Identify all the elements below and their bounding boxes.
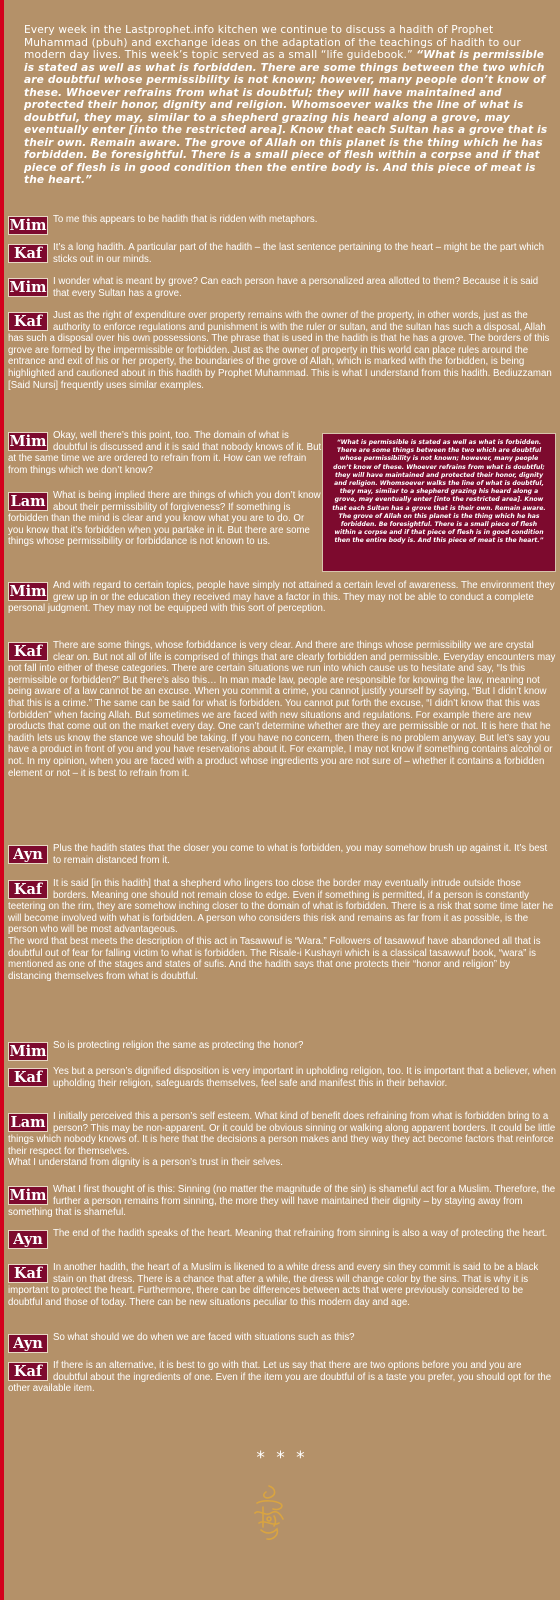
- speaker-tag: Mim: [9, 1043, 47, 1060]
- intro-text: Every week in the Lastprophet.info kitchen we continue to discuss a hadith of Prophet Muhammad (pbuh) and exchange ideas on the adaptation of the teachings of hadith to our modern day lives. This week’s topic served as a small “life guidebook.”: [24, 24, 521, 61]
- speaker-tag: Mim: [9, 279, 47, 296]
- dialogue-entry: [8, 843, 556, 866]
- dialogue-text: I wonder what is meant by grove? Can each person have a personalized area allotted to them? Because it is said that every Sultan has a grove.: [53, 276, 539, 299]
- dialogue-entry: [8, 1040, 556, 1062]
- speaker-tag: Ayn: [8, 845, 48, 864]
- speaker-tag: Mim: [9, 1187, 47, 1204]
- speaker-tag: Kaf: [8, 244, 48, 263]
- dialogue-text: To me this appears to be hadith that is ridden with metaphors.: [53, 214, 318, 225]
- dialogue-text: If there is an alternative, it is best to go with that. Let us say that there are two options before you and you are doubtful about the ingredients of one. Even if the item you are doubtful of is a taste you prefer, you should opt for the other available item.: [8, 1360, 552, 1395]
- section-separator: * * *: [256, 1448, 308, 1468]
- dialogue-entry: [8, 490, 322, 548]
- dialogue-text: So what should we do when we are faced with situations such as this?: [53, 1332, 355, 1343]
- dialogue-text: Okay, well there’s this point, too. The domain of what is doubtful is discussed and it is said that nobody knows of it. But at the same time we are ordered to refrain from it. How can we refrain from things which we don’t know?: [8, 430, 322, 476]
- dialogue-text-continued: What I understand from dignity is a person’s trust in their selves.: [8, 1157, 283, 1169]
- dialogue-entry: [8, 1228, 556, 1250]
- article-page: [4, 0, 560, 1600]
- dialogue-text-continued: The word that best meets the description of this act in Tasawwuf is “Wara.” Followers of tasawwuf have abandoned all that is doubtful out of fear for falling victim to what is forbidden. The Risale-i Kushayri which is a classical tasawwuf book, “wara” is mentioned as one of the stages and states of sufis. And the hadith says that one protects their “honor and religion” by distancing themselves from what is doubtful.: [8, 935, 541, 982]
- dialogue-text: It is said [in this hadith] that a shepherd who lingers too close the border may eventually intrude outside those borders. Meaning one should not remain close to edge. Even if something is permitted, if a person is constantly teetering on the rim, they are somehow inching closer to the domain of what is forbidden. There is a risk that some time later he will become involved with what is forbidden. A person who considers this risk and remains as far from it as possible, is the person who will be most advantageous.: [8, 878, 554, 936]
- dialogue-entry: [8, 276, 556, 299]
- speaker-tag: Kaf: [8, 1068, 48, 1087]
- dialogue-entry: [8, 310, 556, 391]
- speaker-tag: Kaf: [8, 642, 48, 661]
- intro-hadith-quote: “What is permissible is stated as well as what is forbidden. There are some things between the two which are doubtful whose permissibility is not known; however, many people don’t know of these. Whoever refrains from what is doubtful; they will have maintained and protected their honor, dignity and religion. Whomsoever walks the line of what is doubtful, they may, similar to a shepherd grazing his heard along a grove, may eventually enter [into the restricted area]. Know that each Sultan has a grove that is their own. Remain aware. The grove of Allah on this planet is the thing which he has forbidden. Be foresightful. There is a small piece of flesh within a corpse and if that piece of flesh is in good condition then the entire body is. And this piece of meat is the heart.”: [24, 49, 548, 186]
- dialogue-text: What is being implied there are things of which you don’t know about their permissibility of forgiveness? If something is forbidden than the mind is clear and you know what you are to do. Or you know that it’s forbidden when you partake in it. But there are some things whose permissibility or forbiddance is not known to us.: [8, 490, 321, 548]
- speaker-tag: Lam: [8, 492, 48, 511]
- speaker-tag: Kaf: [8, 1264, 48, 1283]
- dialogue-text: I initially perceived this a person’s self esteem. What kind of benefit does refraining from what is forbidden bring to a person? This may be non-apparent. Or it could be obvious sinning or walking along apparent borders. It could be little things which nobody knows of. It is here that the decisions a person makes and they way they act become factors that reinforce their respect for themselves.: [8, 1111, 556, 1157]
- dialogue-entry: [8, 1066, 556, 1089]
- dialogue-entry: [8, 1184, 556, 1219]
- dialogue-text: Just as the right of expenditure over property remains with the owner of the property, in other words, just as the authority to enforce regulations and punishment is with the ruler or sultan, and the sultan has such a disposal, Allah has such a disposal over his own possessions. The phrase that is used in the hadith is that he has a grove. The borders of this grove are formed by the impermissible or forbidden. Just as the owner of property in this world can place rules around the entrance and exit of his or her property, the boundaries of the grove of Allah, which is marked with the forbidden, is being highlighted and cautioned about in this hadith by Prophet Muhammad. This is what I understand from this hadith. Bediuzzaman [Said Nursi] frequently uses similar examples.: [8, 310, 552, 391]
- dialogue-entry: [8, 430, 322, 476]
- speaker-tag: Mim: [9, 583, 47, 600]
- dialogue-text: And with regard to certain topics, people have simply not attained a certain level of awareness. The environment they grew up in or the education they received may have a factor in this. They may not be able to conduct a complete personal judgment. They may not be equipped with this sort of perception.: [8, 580, 555, 615]
- dialogue-text: Plus the hadith states that the closer you come to what is forbidden, you may somehow brush up against it. It’s best to remain distanced from it.: [53, 843, 548, 866]
- speaker-tag: Kaf: [8, 880, 48, 899]
- dialogue-text: In another hadith, the heart of a Muslim is likened to a white dress and every sin they commit is said to be a black stain on that dress. There is a chance that after a while, the dress will change color by the sins. That is why it is important to protect the heart. Furthermore, there can be differences between acts that were previously considered to be doubtful and those of today. There can be new situations peculiar to this modern day and age.: [8, 1262, 539, 1308]
- dialogue-text: It’s a long hadith. A particular part of the hadith – the last sentence pertaining to the heart – might be the part which sticks out in our minds.: [53, 242, 544, 265]
- speaker-tag: Ayn: [8, 1334, 48, 1353]
- pull-quote-text: “What is permissible is stated as well as what is forbidden. There are some things between the two which are doubtful whose permissibility is not known; however, many people don’t know of these. Whoever refrains from what is doubtful; they will have maintained and protected their honor, dignity and religion. Whomsoever walks the line of what is doubtful, they may, similar to a shepherd grazing his heard along a grove, may eventually enter [into the restricted area]. Know that each Sultan has a grove that is their own. Remain aware. The grove of Allah on this planet is the thing which he has forbidden. Be foresightful. There is a small piece of flesh within a corpse and if that piece of flesh is in good condition then the entire body is. And this piece of meat is the heart.”: [332, 439, 546, 545]
- speaker-tag: Lam: [8, 1113, 48, 1132]
- speaker-tag: Mim: [9, 433, 47, 450]
- dialogue-entry: [8, 878, 556, 982]
- dialogue-entry: [8, 580, 556, 615]
- dialogue-text: The end of the hadith speaks of the heart. Meaning that refraining from sinning is also a way of protecting the heart.: [53, 1228, 548, 1239]
- dialogue-text: So is protecting religion the same as protecting the honor?: [53, 1040, 304, 1051]
- speaker-tag: Kaf: [8, 1362, 48, 1381]
- speaker-tag: Kaf: [8, 312, 48, 331]
- dialogue-entry: [8, 1360, 556, 1395]
- dialogue-text: Yes but a person’s dignified disposition is very important in upholding religion, too. It is important that a believer, when upholding their religion, safeguards themselves, feel safe and manifest this in their behavior.: [53, 1066, 556, 1089]
- dialogue-entry: [8, 640, 556, 779]
- speaker-tag: Ayn: [8, 1230, 48, 1249]
- dialogue-entry: [8, 242, 556, 265]
- dialogue-entry: [8, 1111, 556, 1169]
- dialogue-entry: [8, 214, 556, 236]
- dialogue-text: There are some things, whose forbiddance is very clear. And there are things whose permissibility we are crystal clear on. But not all of life is comprised of things that are clearly forbidden and permissible. Everyday encounters may not fall into either of these categories. There are certain situations we run into which cause us to hesitate and say, “Is this permissible or forbidden?” But there’s also this… In man made law, people are responsible for knowing the law, meaning not being aware of a law cannot be an excuse. When you commit a crime, you cannot justify yourself by saying, “But I didn’t know that this is a crime.” The same can be said for what is forbidden. You cannot put forth the excuse, “I didn’t know that this was forbidden” when facing Allah. But sometimes we are faced with new situations and regulations. For example there are new products that come out on the market every day. One can’t determine whether are they are permissible or not. It is here that he hadith lets us know the stance we should be taking. If you have no concern, then there is no problem anyway. But let’s say you have a product in front of you and you have reservations about it. For example, I may not know if something contains alcohol or not. In my opinion, when you are faced with a product whose ingredients you are not sure of – whether it contains a forbidden element or not – it is best to refrain from it.: [8, 640, 556, 779]
- dialogue-entry: [8, 1262, 556, 1308]
- intro-paragraph: [24, 24, 550, 187]
- calligraphy-seal-icon: [249, 1483, 289, 1545]
- speaker-tag: Mim: [9, 217, 47, 234]
- dialogue-text: What I first thought of is this: Sinning (no matter the magnitude of the sin) is shameful act for a Muslim. Therefore, the further a person remains from sinning, the more they will have maintained their dignity – by staying away from something that is shameful.: [8, 1184, 556, 1219]
- dialogue-entry: [8, 1332, 556, 1354]
- pull-quote-box: [322, 433, 556, 572]
